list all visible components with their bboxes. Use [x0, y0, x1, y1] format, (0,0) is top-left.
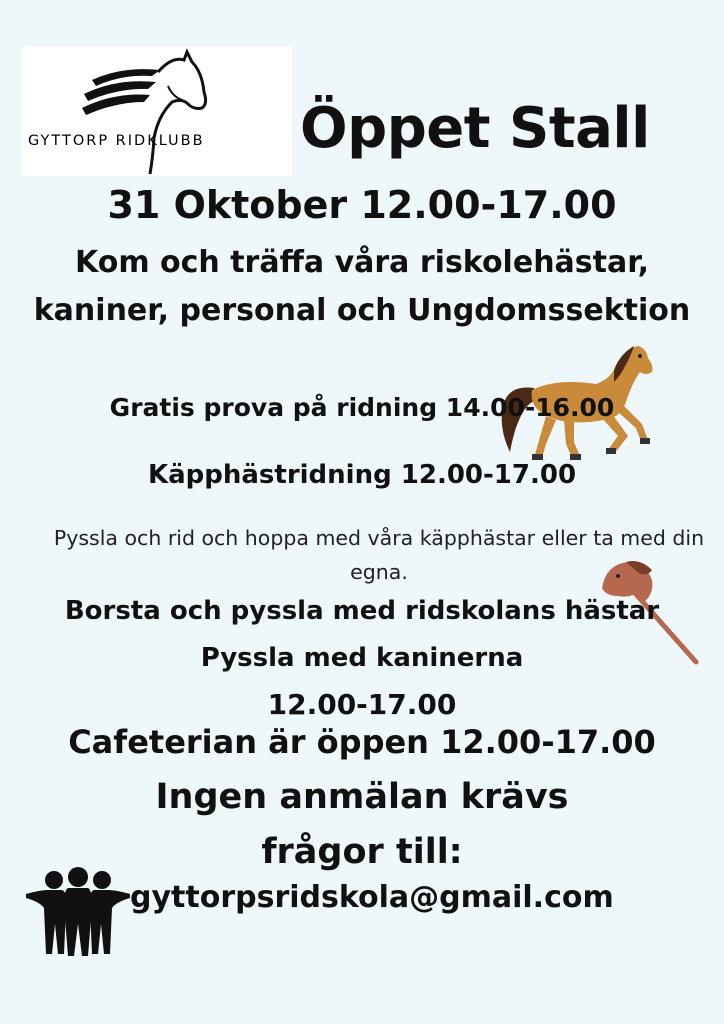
hobby-horse-riding: Käpphästridning 12.00-17.00 [147, 460, 577, 490]
rabbits: Pyssla med kaninerna [200, 643, 524, 673]
hobby-horse-description: Pyssla och rid och hoppa med våra käpphästar eller ta med din egna. [53, 526, 705, 584]
questions-label: frågor till: [261, 832, 463, 872]
free-riding-trial: Gratis prova på ridning 14.00-16.00 [109, 393, 615, 422]
people-group-icon [22, 866, 134, 958]
no-registration: Ingen anmälan krävs [155, 777, 569, 817]
intro-line-1: Kom och träffa våra riskolehästar, [74, 245, 650, 280]
horse-head-logo-icon [22, 46, 292, 176]
contact-email[interactable]: gyttorpsridskola@gmail.com [130, 880, 614, 915]
rabbits-time: 12.00-17.00 [267, 688, 457, 721]
event-date: 31 Oktober 12.00-17.00 [107, 183, 617, 227]
page-title: Öppet Stall [300, 96, 650, 161]
cafeteria: Cafeterian är öppen 12.00-17.00 [68, 723, 656, 761]
club-logo [22, 46, 292, 176]
intro-line-2: kaniner, personal och Ungdomssektion [33, 293, 691, 328]
brush-horses: Borsta och pyssla med ridskolans hästar [64, 596, 660, 626]
logo-text: GYTTORP RIDKLUBB [28, 133, 205, 149]
